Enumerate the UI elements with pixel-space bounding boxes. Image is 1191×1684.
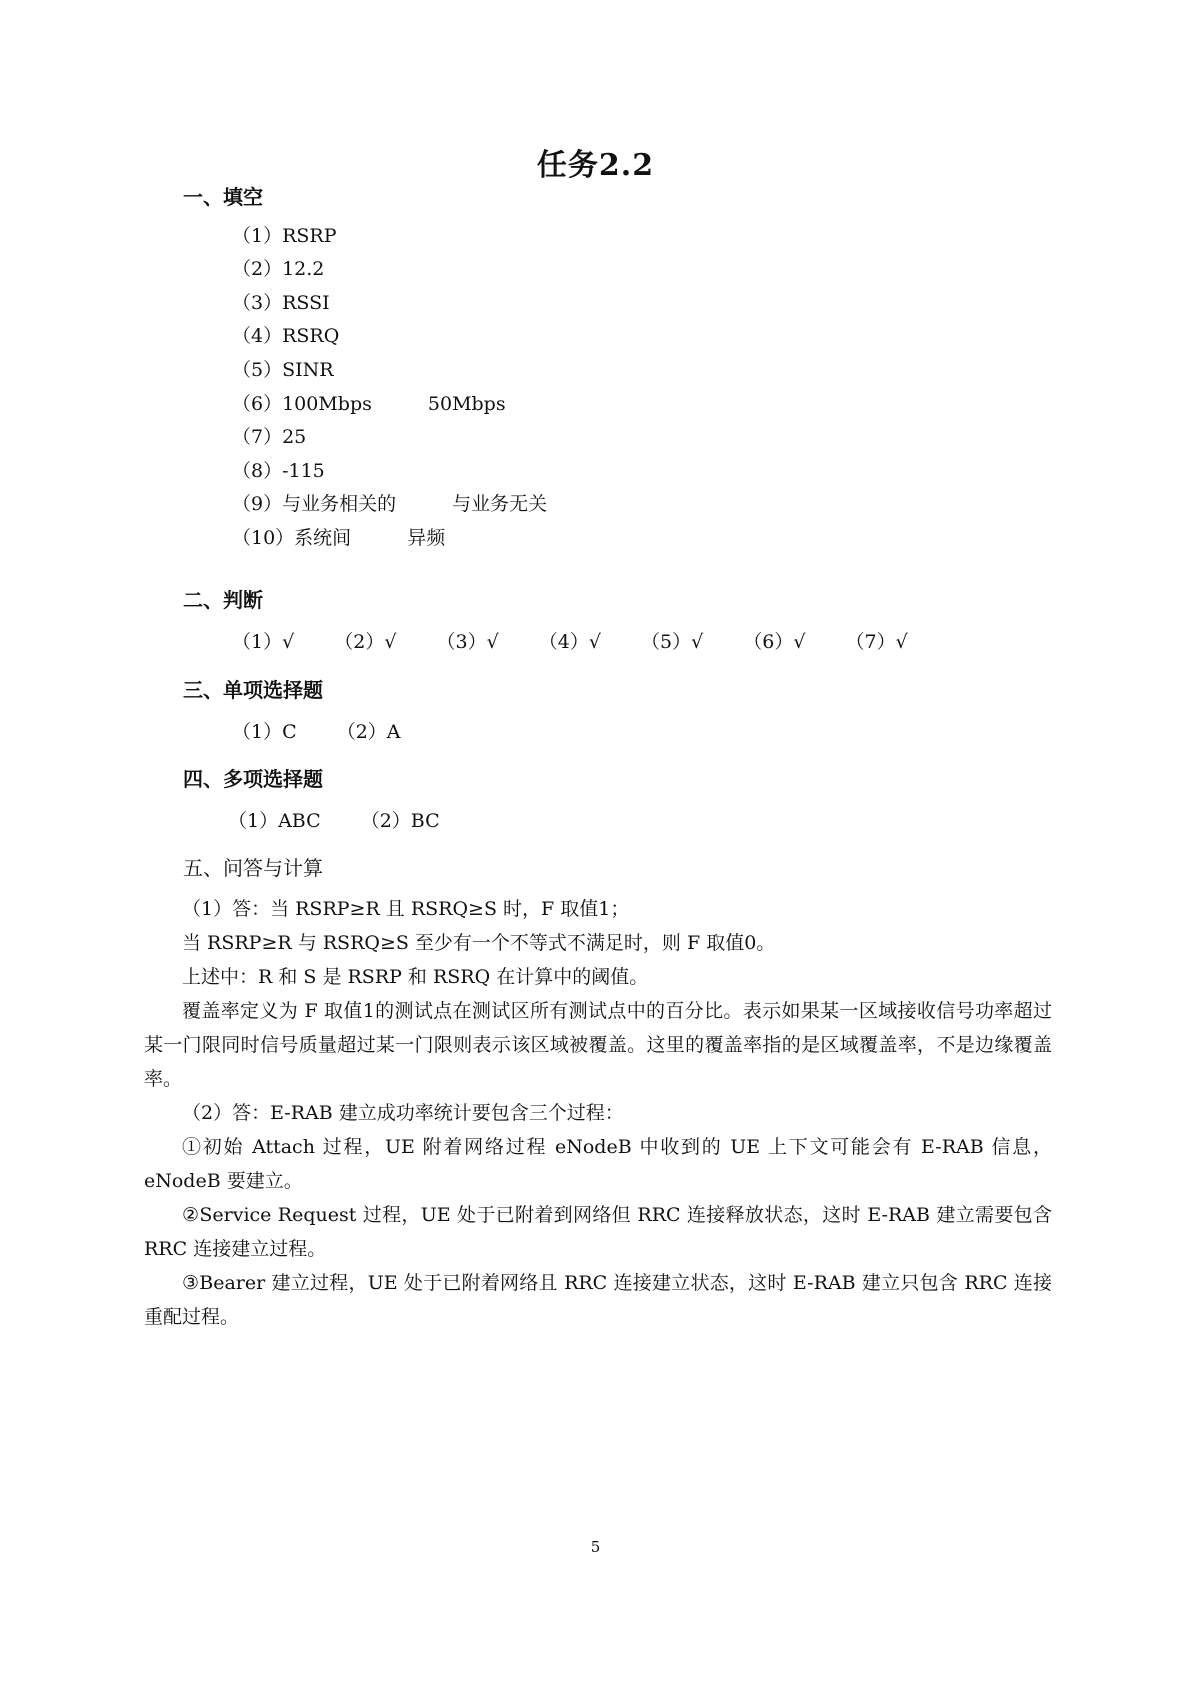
- section-heading-qa: 五、问答与计算: [183, 856, 323, 880]
- answer-paragraph: 当 RSRP≥R 与 RSRQ≥S 至少有一个不等式不满足时，则 F 取值0。: [182, 932, 776, 954]
- judgment-item: （6）√: [743, 631, 806, 653]
- judgment-item: （1）√: [232, 631, 295, 653]
- page-number: 5: [590, 1538, 601, 1556]
- judgment-item: （2）√: [334, 631, 397, 653]
- judgment-item: （7）√: [845, 631, 908, 653]
- multiple-choice-item: （1）ABC: [228, 810, 321, 832]
- answer-paragraph: ①初始 Attach 过程，UE 附着网络过程 eNodeB 中收到的 UE 上下文可能会有 E-RAB 信息，eNodeB 要建立。: [144, 1136, 1052, 1192]
- answer-paragraph: （2）答：E-RAB 建立成功率统计要包含三个过程：: [182, 1102, 624, 1124]
- judgment-item: （4）√: [538, 631, 601, 653]
- single-choice-answers: [232, 717, 435, 744]
- fill-item: （5）SINR: [232, 359, 334, 381]
- multiple-choice-answers: [228, 806, 474, 833]
- multiple-choice-item: （2）BC: [360, 810, 440, 832]
- judgment-item: （3）√: [436, 631, 499, 653]
- section-heading-judgment: 二、判断: [183, 588, 263, 612]
- page-title: 任务2.2: [536, 148, 655, 183]
- answer-paragraph: ②Service Request 过程，UE 处于已附着到网络但 RRC 连接释放状态，这时 E-RAB 建立需要包含 RRC 连接建立过程。: [144, 1204, 1052, 1260]
- answer-paragraph: ③Bearer 建立过程，UE 处于已附着网络且 RRC 连接建立状态，这时 E-RAB 建立只包含 RRC 连接重配过程。: [144, 1272, 1052, 1328]
- fill-item: （10）系统间 异频: [232, 527, 446, 549]
- fill-item: （6）100Mbps 50Mbps: [232, 393, 506, 415]
- section-heading-single-choice: 三、单项选择题: [183, 678, 323, 702]
- fill-item: （4）RSRQ: [232, 325, 340, 347]
- judgment-item: （5）√: [641, 631, 704, 653]
- section-heading-multiple-choice: 四、多项选择题: [183, 767, 323, 791]
- single-choice-item: （2）A: [336, 721, 401, 743]
- fill-item: （3）RSSI: [232, 292, 330, 314]
- single-choice-item: （1）C: [232, 721, 297, 743]
- fill-item: （2）12.2: [232, 258, 325, 280]
- answer-paragraph: 覆盖率定义为 F 取值1的测试点在测试区所有测试点中的百分比。表示如果某一区域接收信号功率超过某一门限同时信号质量超过某一门限则表示该区域被覆盖。这里的覆盖率指的是区域覆盖率，不是边缘覆盖率。: [144, 1000, 1052, 1090]
- section-heading-fill-blank: 一、填空: [183, 185, 263, 209]
- judgment-answers: [232, 627, 942, 654]
- answer-paragraph: 上述中：R 和 S 是 RSRP 和 RSRQ 在计算中的阈值。: [182, 966, 649, 988]
- fill-item: （9）与业务相关的 与业务无关: [232, 493, 548, 515]
- fill-item: （7）25: [232, 426, 307, 448]
- fill-item: （1）RSRP: [232, 225, 337, 247]
- fill-item: （8）-115: [232, 460, 325, 482]
- answer-paragraph: （1）答：当 RSRP≥R 且 RSRQ≥S 时，F 取值1；: [182, 898, 630, 920]
